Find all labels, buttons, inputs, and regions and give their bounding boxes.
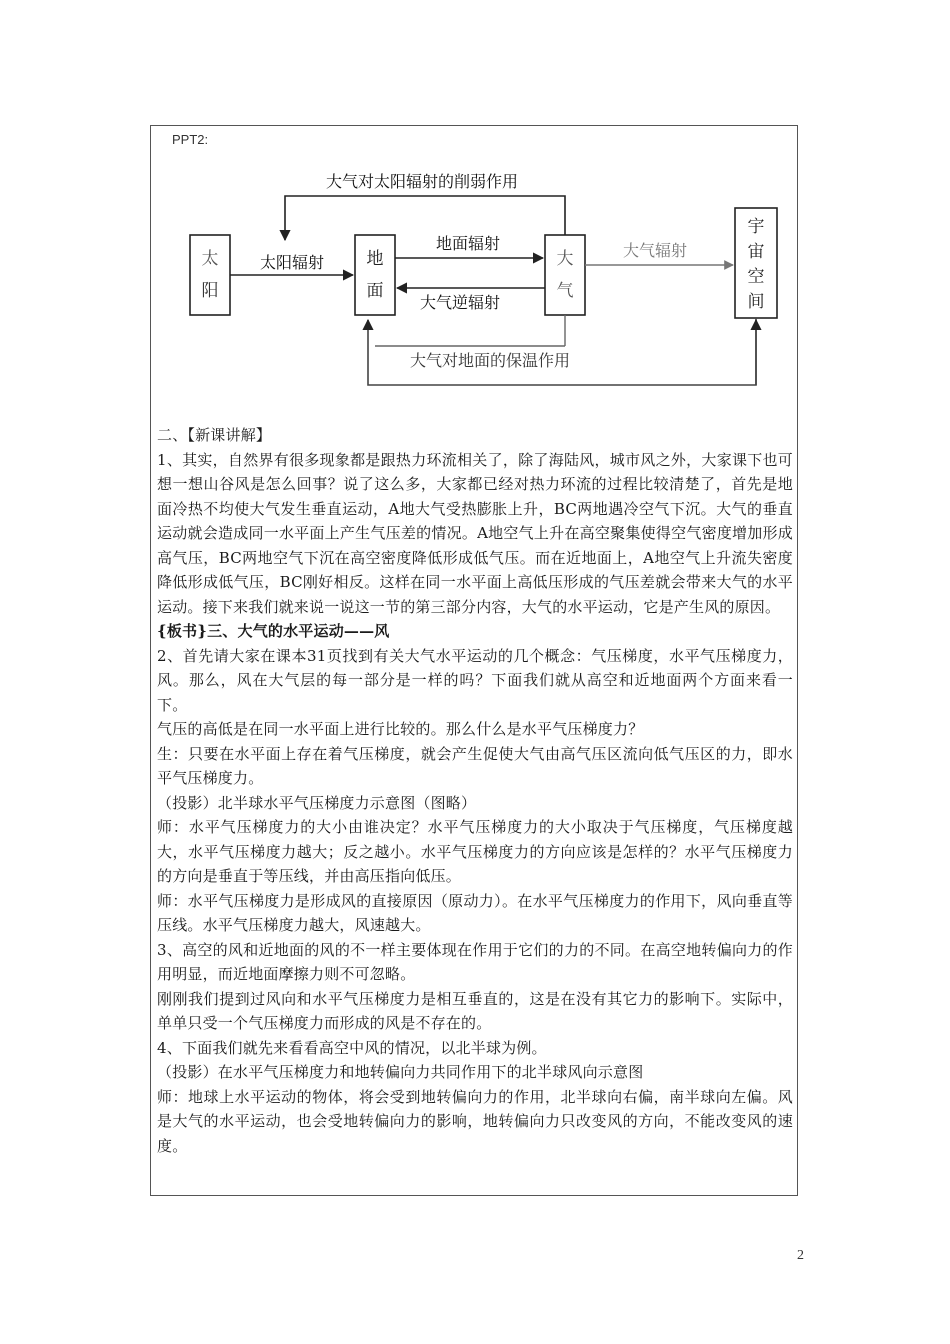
space-char-1: 宇 [747, 217, 765, 237]
paragraph-4: 生：只要在水平面上存在着气压梯度，就会产生促使大气由高气压区流向低气压区的力，即水平气压梯度力。 [157, 744, 793, 787]
paragraph-3: 气压的高低是在同一水平面上进行比较的。那么什么是水平气压梯度力？ [157, 720, 644, 738]
ground-box [355, 235, 395, 315]
space-char-2: 宙 [747, 242, 765, 262]
space-char-4: 间 [747, 292, 765, 312]
paragraph-2: 2、首先请大家在课本31页找到有关大气水平运动的几个概念：气压梯度，水平气压梯度力，风。那么，风在大气层的每一部分是一样的吗？下面我们就从高空和近地面两个方面来看一下。 [157, 646, 793, 714]
atmosphere-char-1: 大 [556, 249, 574, 269]
section-heading: 二、【新课讲解】 [157, 426, 272, 444]
space-char-3: 空 [747, 267, 765, 287]
paragraph-9: 刚刚我们提到过风向和水平气压梯度力是相互垂直的，这是在没有其它力的影响下。实际中，单单只受一个气压梯度力而形成的风是不存在的。 [157, 989, 793, 1032]
atmosphere-radiation-label: 大气辐射 [622, 241, 688, 260]
bottom-caption: 大气对地面的保温作用 [409, 351, 571, 370]
ppt-label: PPT2: [172, 132, 209, 147]
paragraph-11: （投影）在水平气压梯度力和地转偏向力共同作用下的北半球风向示意图 [157, 1063, 644, 1081]
paragraph-7: 师：水平气压梯度力是形成风的直接原因（原动力）。在水平气压梯度力的作用下，风向垂直等压线。水平气压梯度力越大，风速越大。 [157, 891, 793, 934]
paragraph-1: 1、其实，自然界有很多现象都是跟热力环流相关了，除了海陆风，城市风之外，大家课下也可想一想山谷风是怎么回事？说了这么多，大家都已经对热力环流的过程比较清楚了，首先是地面冷热不均使大气发生垂直运动，A地大气受热膨胀上升，BC两地遇冷空气下沉。大气的垂直运动就会造成同一水平面上产生气压差的情况。A地空气上升在高空聚集使得空气密度增加形成高气压，BC两地空气下沉在高空密度降低形成低气压。而在近地面上，A地空气上升流失密度降低形成低气压，BC刚好相反。这样在同一水平面上高低压形成的气压差就会带来大气的水平运动。接下来我们就来说一说这一节的第三部分内容，大气的水平运动，它是产生风的原因。 [157, 450, 793, 616]
counter-radiation-label: 大气逆辐射 [419, 293, 501, 312]
paragraph-12: 师：地球上水平运动的物体，将会受到地转偏向力的作用，北半球向右偏，南半球向左偏。风是大气的水平运动，也会受地转偏向力的影响，地转偏向力只改变风的方向，不能改变风的速度。 [157, 1087, 793, 1155]
top-loop-arrow [285, 196, 565, 240]
sun-char-1: 太 [201, 249, 219, 269]
page-number: 2 [797, 1248, 804, 1263]
paragraph-10: 4、下面我们就先来看看高空中风的情况，以北半球为例。 [157, 1038, 547, 1057]
board-heading: {板书}三、大气的水平运动——风 [157, 622, 390, 640]
atmosphere-box [545, 235, 585, 315]
paragraph-6: 师：水平气压梯度力的大小由谁决定？水平气压梯度力的大小取决于气压梯度，气压梯度越大，水平气压梯度力越大；反之越小。水平气压梯度力的方向应该是怎样的？水平气压梯度力的方向是垂直于等压线，并由高压指向低压。 [157, 818, 793, 885]
paragraph-8: 3、高空的风和近地面的风的不一样主要体现在作用于它们的力的不同。在高空地转偏向力的作用明显，而近地面摩擦力则不可忽略。 [157, 940, 793, 983]
top-caption: 大气对太阳辐射的削弱作用 [325, 172, 519, 191]
sun-radiation-label: 太阳辐射 [259, 253, 325, 272]
ground-char-2: 面 [366, 281, 384, 301]
paragraph-5: （投影）北半球水平气压梯度力示意图（图略） [157, 793, 477, 812]
sun-char-2: 阳 [201, 281, 219, 301]
radiation-diagram [160, 160, 790, 400]
ground-radiation-label: 地面辐射 [435, 234, 501, 253]
atmosphere-char-2: 气 [556, 281, 574, 301]
ground-char-1: 地 [366, 249, 384, 269]
sun-box [190, 235, 230, 315]
lesson-text [157, 423, 793, 1158]
